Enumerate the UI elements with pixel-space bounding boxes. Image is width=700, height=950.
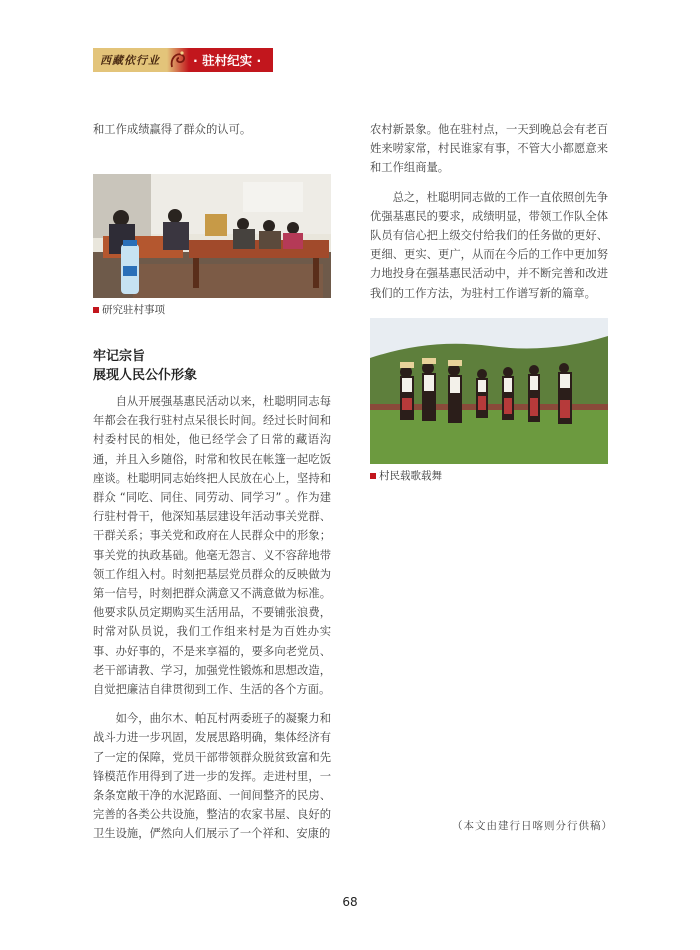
meeting-photo	[93, 174, 331, 298]
dance-photo	[370, 318, 608, 464]
swirl-ornament-icon	[167, 48, 189, 72]
paragraph-2: 如今，曲尔木、帕瓦村两委班子的凝聚力和战斗力进一步巩固，发展思路明确，集体经济有了一定的保障，党员干部带领群众脱贫致富和先锋模范作用得到了进一步的发挥。走进村里，一条条宽敞干净的水泥路面、一间间整齐的民房、完善的各类公共设施，整洁的农家书屋、良好的卫生设施，俨然向人们展示了一个祥和、安康的	[93, 712, 331, 841]
heading-line-2: 展现人民公仆形象	[93, 368, 198, 383]
magazine-logo: 西藏依行业	[93, 48, 167, 72]
paragraph-continued: 农村新景象。他在驻村点，一天到晚总会有老百姓来唠家常，村民谁家有事，不管大小都愿意来和工作组商量。	[370, 123, 608, 175]
article-credit: （本文由建行日喀则分行供稿）	[452, 820, 613, 832]
photo1-caption	[93, 302, 165, 317]
left-column-body	[93, 392, 331, 854]
paragraph-top: 和工作成绩赢得了群众的认可。	[93, 123, 252, 136]
heading-line-1: 牢记宗旨	[93, 349, 146, 364]
left-column-top	[93, 120, 331, 149]
photo1-caption-text: 研究驻村事项	[102, 304, 165, 316]
section-title: · 驻村纪实 ·	[189, 48, 273, 72]
photo2-caption	[370, 468, 442, 483]
right-column-body	[370, 120, 608, 313]
caption-marker-icon	[93, 307, 99, 313]
paragraph-summary: 总之，杜聪明同志做的工作一直依照创先争优强基惠民的要求，成绩明显，带领工作队全体队员有信心把上级交付给我们的任务做的更好、更细、更实、更广，从而在今后的工作中更加努力地投身在强基惠民活动中，并不断完善和改进我们的工作方法，为驻村工作谱写新的篇章。	[370, 190, 608, 300]
page-number: 68	[342, 895, 358, 909]
photo2-caption-text: 村民载歌载舞	[379, 470, 442, 482]
caption-marker-icon	[370, 473, 376, 479]
paragraph-1: 自从开展强基惠民活动以来，杜聪明同志每年都会在我行驻村点呆很长时间。经过长时间和村委村民的相处，他已经学会了日常的藏语沟通，并且入乡随俗，时常和牧民在帐篷一起吃饭座谈。杜聪明同志始终把人民放在心上，坚持和群众 “同吃、同住、同劳动、同学习” 。作为建行驻村骨干，他深知基层建设年活动事关党群、干群关系；事关党和政府在人民群众中的形象；事关党的执政基础。他毫无怨言、义不容辞地带领工作组入村。时刻把基层党员群众的反映做为第一信号，时刻把群众满意又不满意做为标准。他要求队员定期购买生活用品，不要铺张浪费，时常对队员说，我们工作组来村是为百姓办实事、办好事的，不是来享福的，要多向老党员、老干部请教、学习，加强党性锻炼和思想改造，自觉把廉洁自律贯彻到工作、生活的各个方面。	[93, 395, 331, 697]
page-header	[93, 48, 273, 72]
section-heading	[93, 347, 331, 385]
